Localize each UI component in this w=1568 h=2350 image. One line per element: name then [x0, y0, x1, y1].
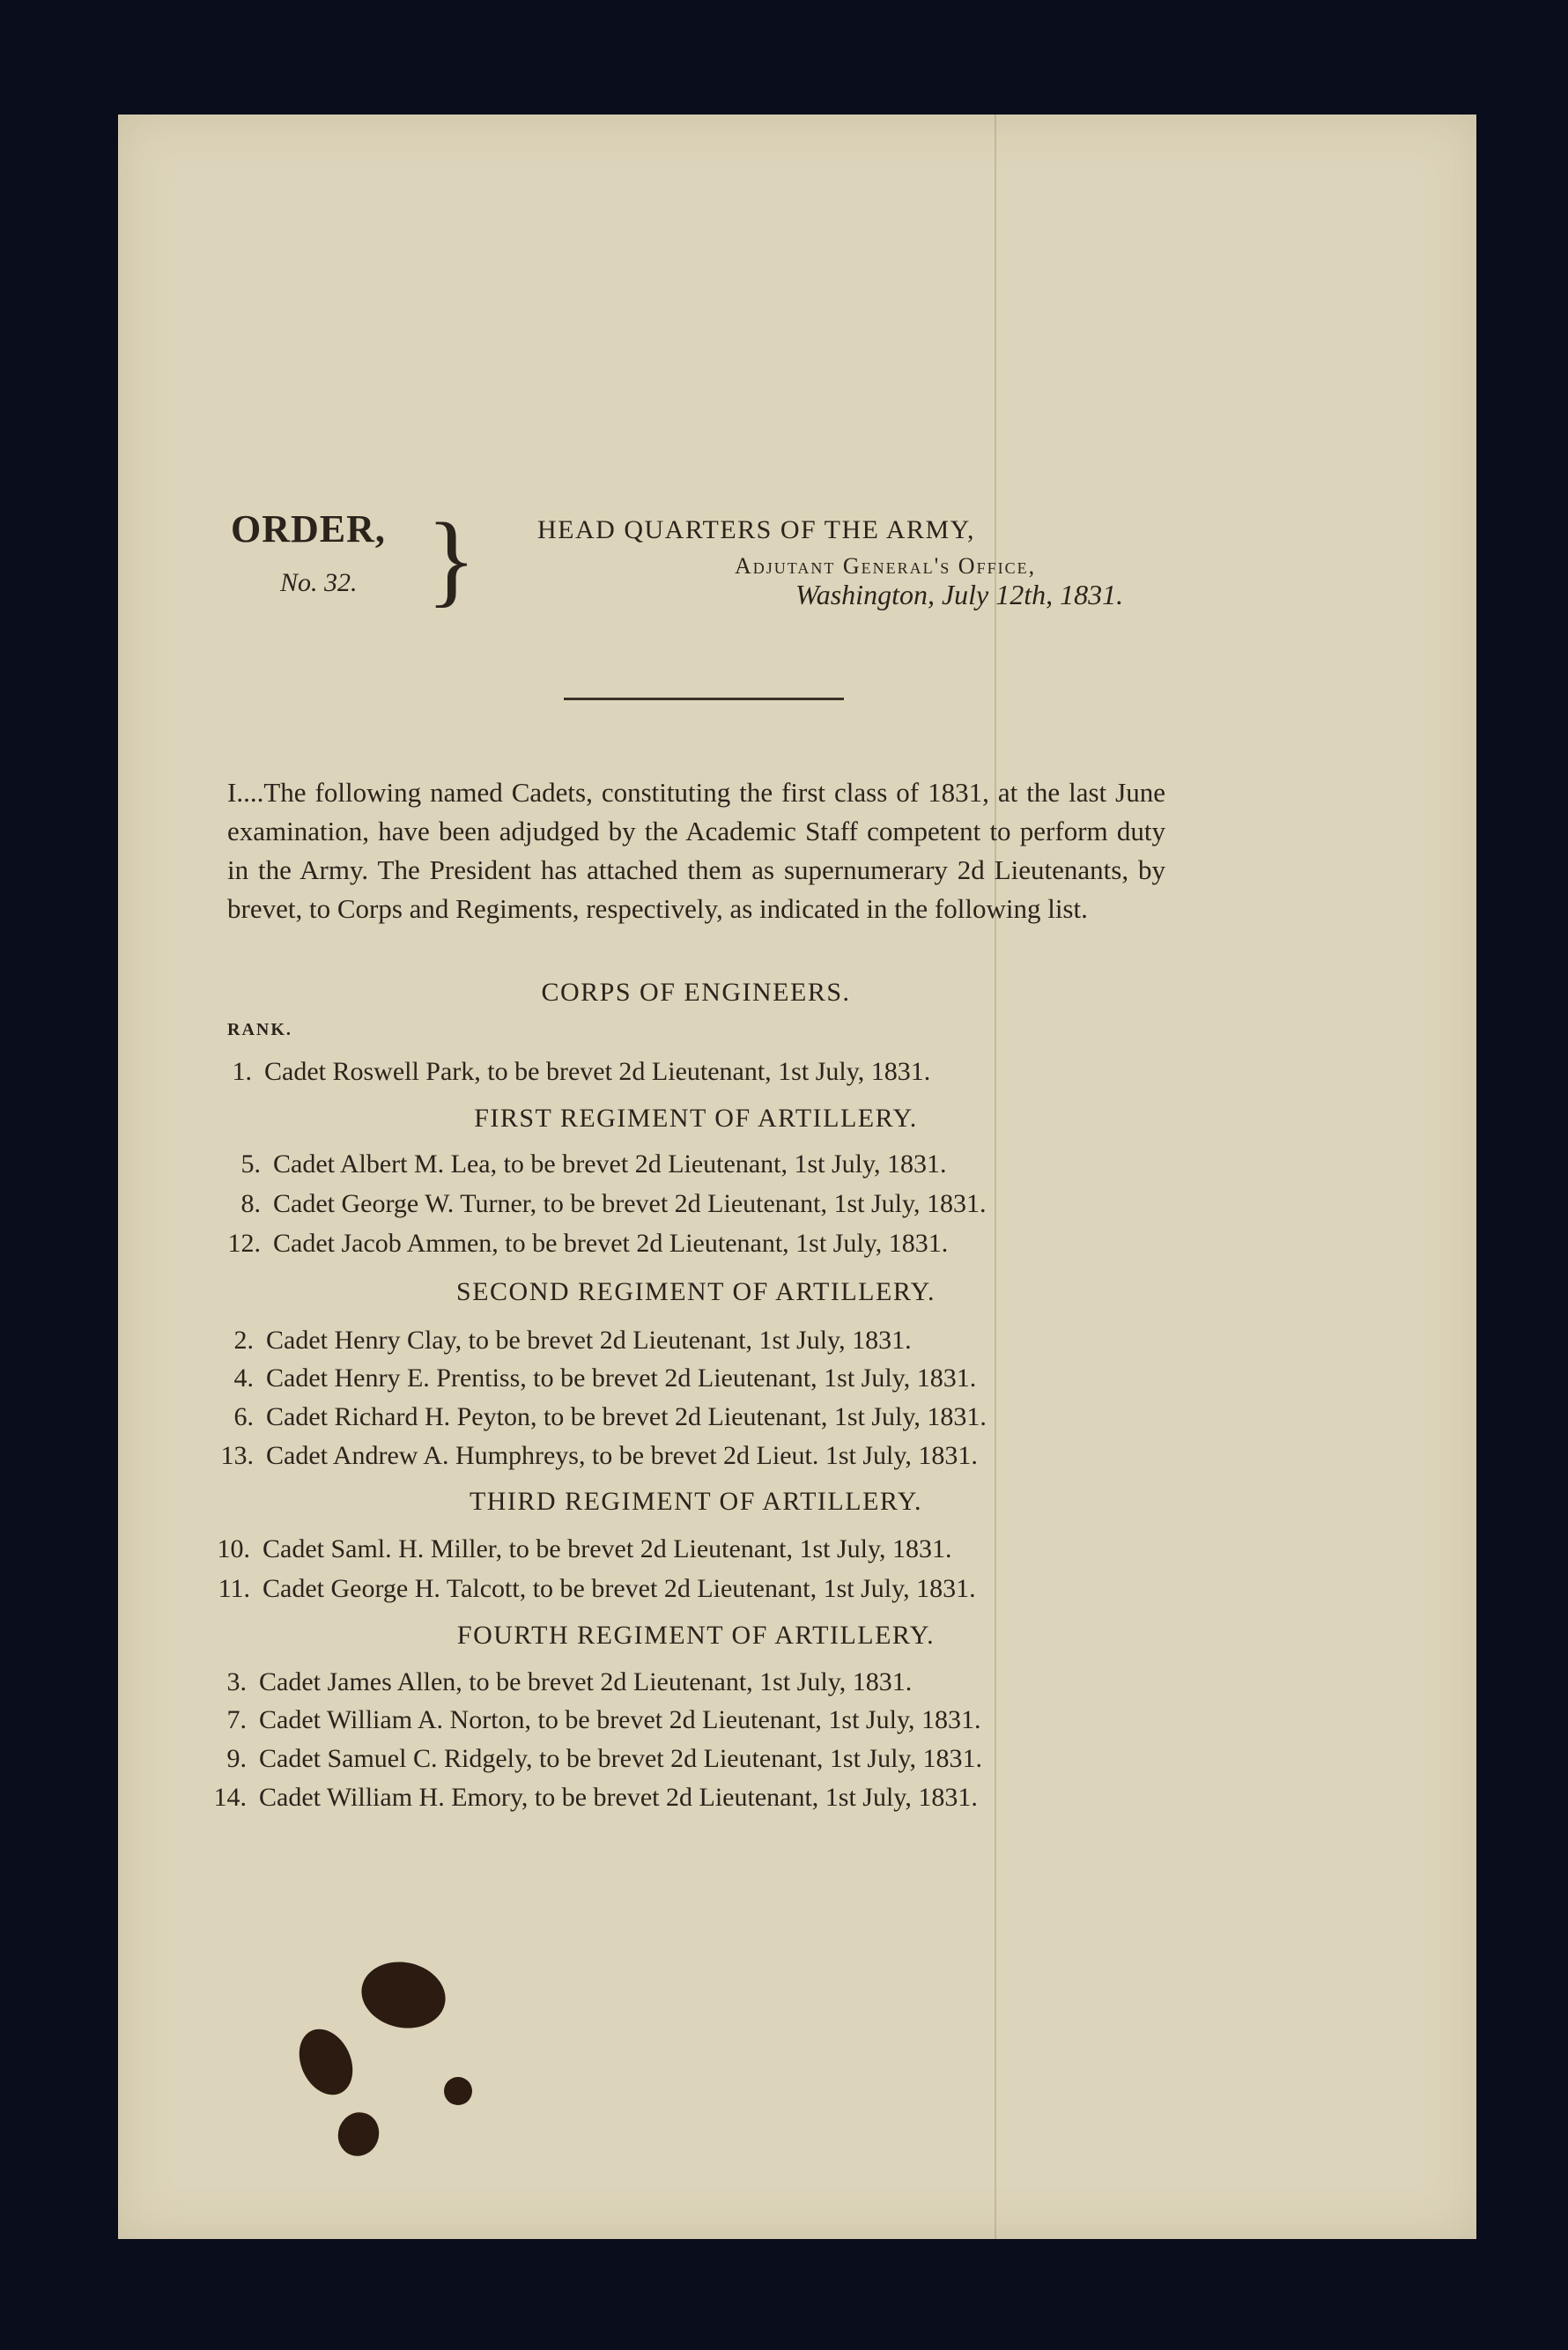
cadet-assignment: Cadet Albert M. Lea, to be brevet 2d Lieutenant, 1st July, 1831. — [273, 1149, 947, 1179]
section-heading: FOURTH REGIMENT OF ARTILLERY. — [456, 1621, 936, 1650]
cadet-assignment: Cadet George W. Turner, to be brevet 2d Lieutenant, 1st July, 1831. — [273, 1189, 987, 1218]
rank-number: 1. — [232, 1057, 252, 1086]
rank-label: RANK. — [227, 1020, 292, 1039]
section-heading: SECOND REGIMENT OF ARTILLERY. — [456, 1277, 936, 1306]
rank-number: 13. — [220, 1441, 254, 1470]
rank-number: 5. — [240, 1149, 261, 1179]
order-title: ORDER, — [231, 507, 386, 551]
roster-entry — [211, 1574, 976, 1604]
section-heading: FIRST REGIMENT OF ARTILLERY. — [474, 1104, 918, 1133]
cadet-assignment: Cadet Richard H. Peyton, to be brevet 2d Lieutenant, 1st July, 1831. — [266, 1402, 987, 1431]
brace-glyph: } — [426, 501, 477, 617]
place-date-line: Washington, July 12th, 1831. — [795, 579, 1124, 610]
paper-fold-line — [995, 115, 996, 2239]
rank-number: 11. — [218, 1574, 250, 1603]
roster-entry — [215, 1441, 978, 1471]
ink-stain — [444, 2077, 472, 2105]
cadet-assignment: Cadet William H. Emory, to be brevet 2d Lieutenant, 1st July, 1831. — [259, 1783, 978, 1812]
cadet-assignment: Cadet Saml. H. Miller, to be brevet 2d Lieutenant, 1st July, 1831. — [263, 1534, 952, 1563]
section-heading: CORPS OF ENGINEERS. — [541, 978, 851, 1007]
office-line: Adjutant General's Office, — [735, 553, 1037, 579]
roster-entry — [208, 1667, 912, 1697]
order-number: No. 32. — [280, 568, 358, 597]
intro-paragraph: I....The following named Cadets, constituting the first class of 1831, at the last June examination, have been adjudged by the Academic Staff competent to perform duty in the Army. The President has attached them as supernumerary 2d Lieutenants, by brevet, to Corps and Regiments, respectively, as indicated in the following list. — [227, 777, 1165, 924]
rank-number: 4. — [233, 1363, 254, 1393]
rank-number: 6. — [233, 1402, 254, 1431]
cadet-assignment: Cadet James Allen, to be brevet 2d Lieutenant, 1st July, 1831. — [259, 1667, 913, 1696]
section-heading: THIRD REGIMENT OF ARTILLERY. — [469, 1487, 923, 1516]
roster-entry — [208, 1744, 982, 1774]
roster-entry — [215, 1402, 987, 1432]
roster-entry — [215, 1326, 912, 1356]
headquarters-line: HEAD QUARTERS OF THE ARMY, — [537, 515, 975, 544]
roster-entry — [208, 1705, 981, 1735]
roster-entry — [222, 1189, 987, 1219]
cadet-assignment: Cadet Jacob Ammen, to be brevet 2d Lieutenant, 1st July, 1831. — [273, 1229, 949, 1258]
cadet-assignment: Cadet Samuel C. Ridgely, to be brevet 2d Lieutenant, 1st July, 1831. — [259, 1744, 982, 1773]
cadet-assignment: Cadet Andrew A. Humphreys, to be brevet 2d Lieut. 1st July, 1831. — [266, 1441, 978, 1470]
cadet-assignment: Cadet William A. Norton, to be brevet 2d Lieutenant, 1st July, 1831. — [259, 1705, 981, 1734]
rank-number: 8. — [240, 1189, 261, 1218]
rank-number: 14. — [213, 1783, 247, 1812]
rank-number: 7. — [226, 1705, 247, 1734]
rank-number: 9. — [226, 1744, 247, 1773]
roster-entry — [222, 1149, 947, 1179]
rank-number: 10. — [217, 1534, 250, 1563]
roster-entry — [213, 1057, 930, 1087]
cadet-assignment: Cadet Roswell Park, to be brevet 2d Lieutenant, 1st July, 1831. — [264, 1057, 931, 1086]
rank-number: 12. — [227, 1229, 261, 1258]
header-divider — [564, 698, 844, 700]
roster-entry — [208, 1783, 978, 1813]
rank-number: 3. — [226, 1667, 247, 1696]
cadet-assignment: Cadet Henry Clay, to be brevet 2d Lieutenant, 1st July, 1831. — [266, 1326, 912, 1355]
roster-entry — [211, 1534, 952, 1564]
roster-entry — [215, 1363, 976, 1393]
roster-entry — [222, 1229, 948, 1259]
cadet-assignment: Cadet George H. Talcott, to be brevet 2d Lieutenant, 1st July, 1831. — [263, 1574, 976, 1603]
cadet-assignment: Cadet Henry E. Prentiss, to be brevet 2d Lieutenant, 1st July, 1831. — [266, 1363, 977, 1393]
rank-number: 2. — [233, 1326, 254, 1355]
